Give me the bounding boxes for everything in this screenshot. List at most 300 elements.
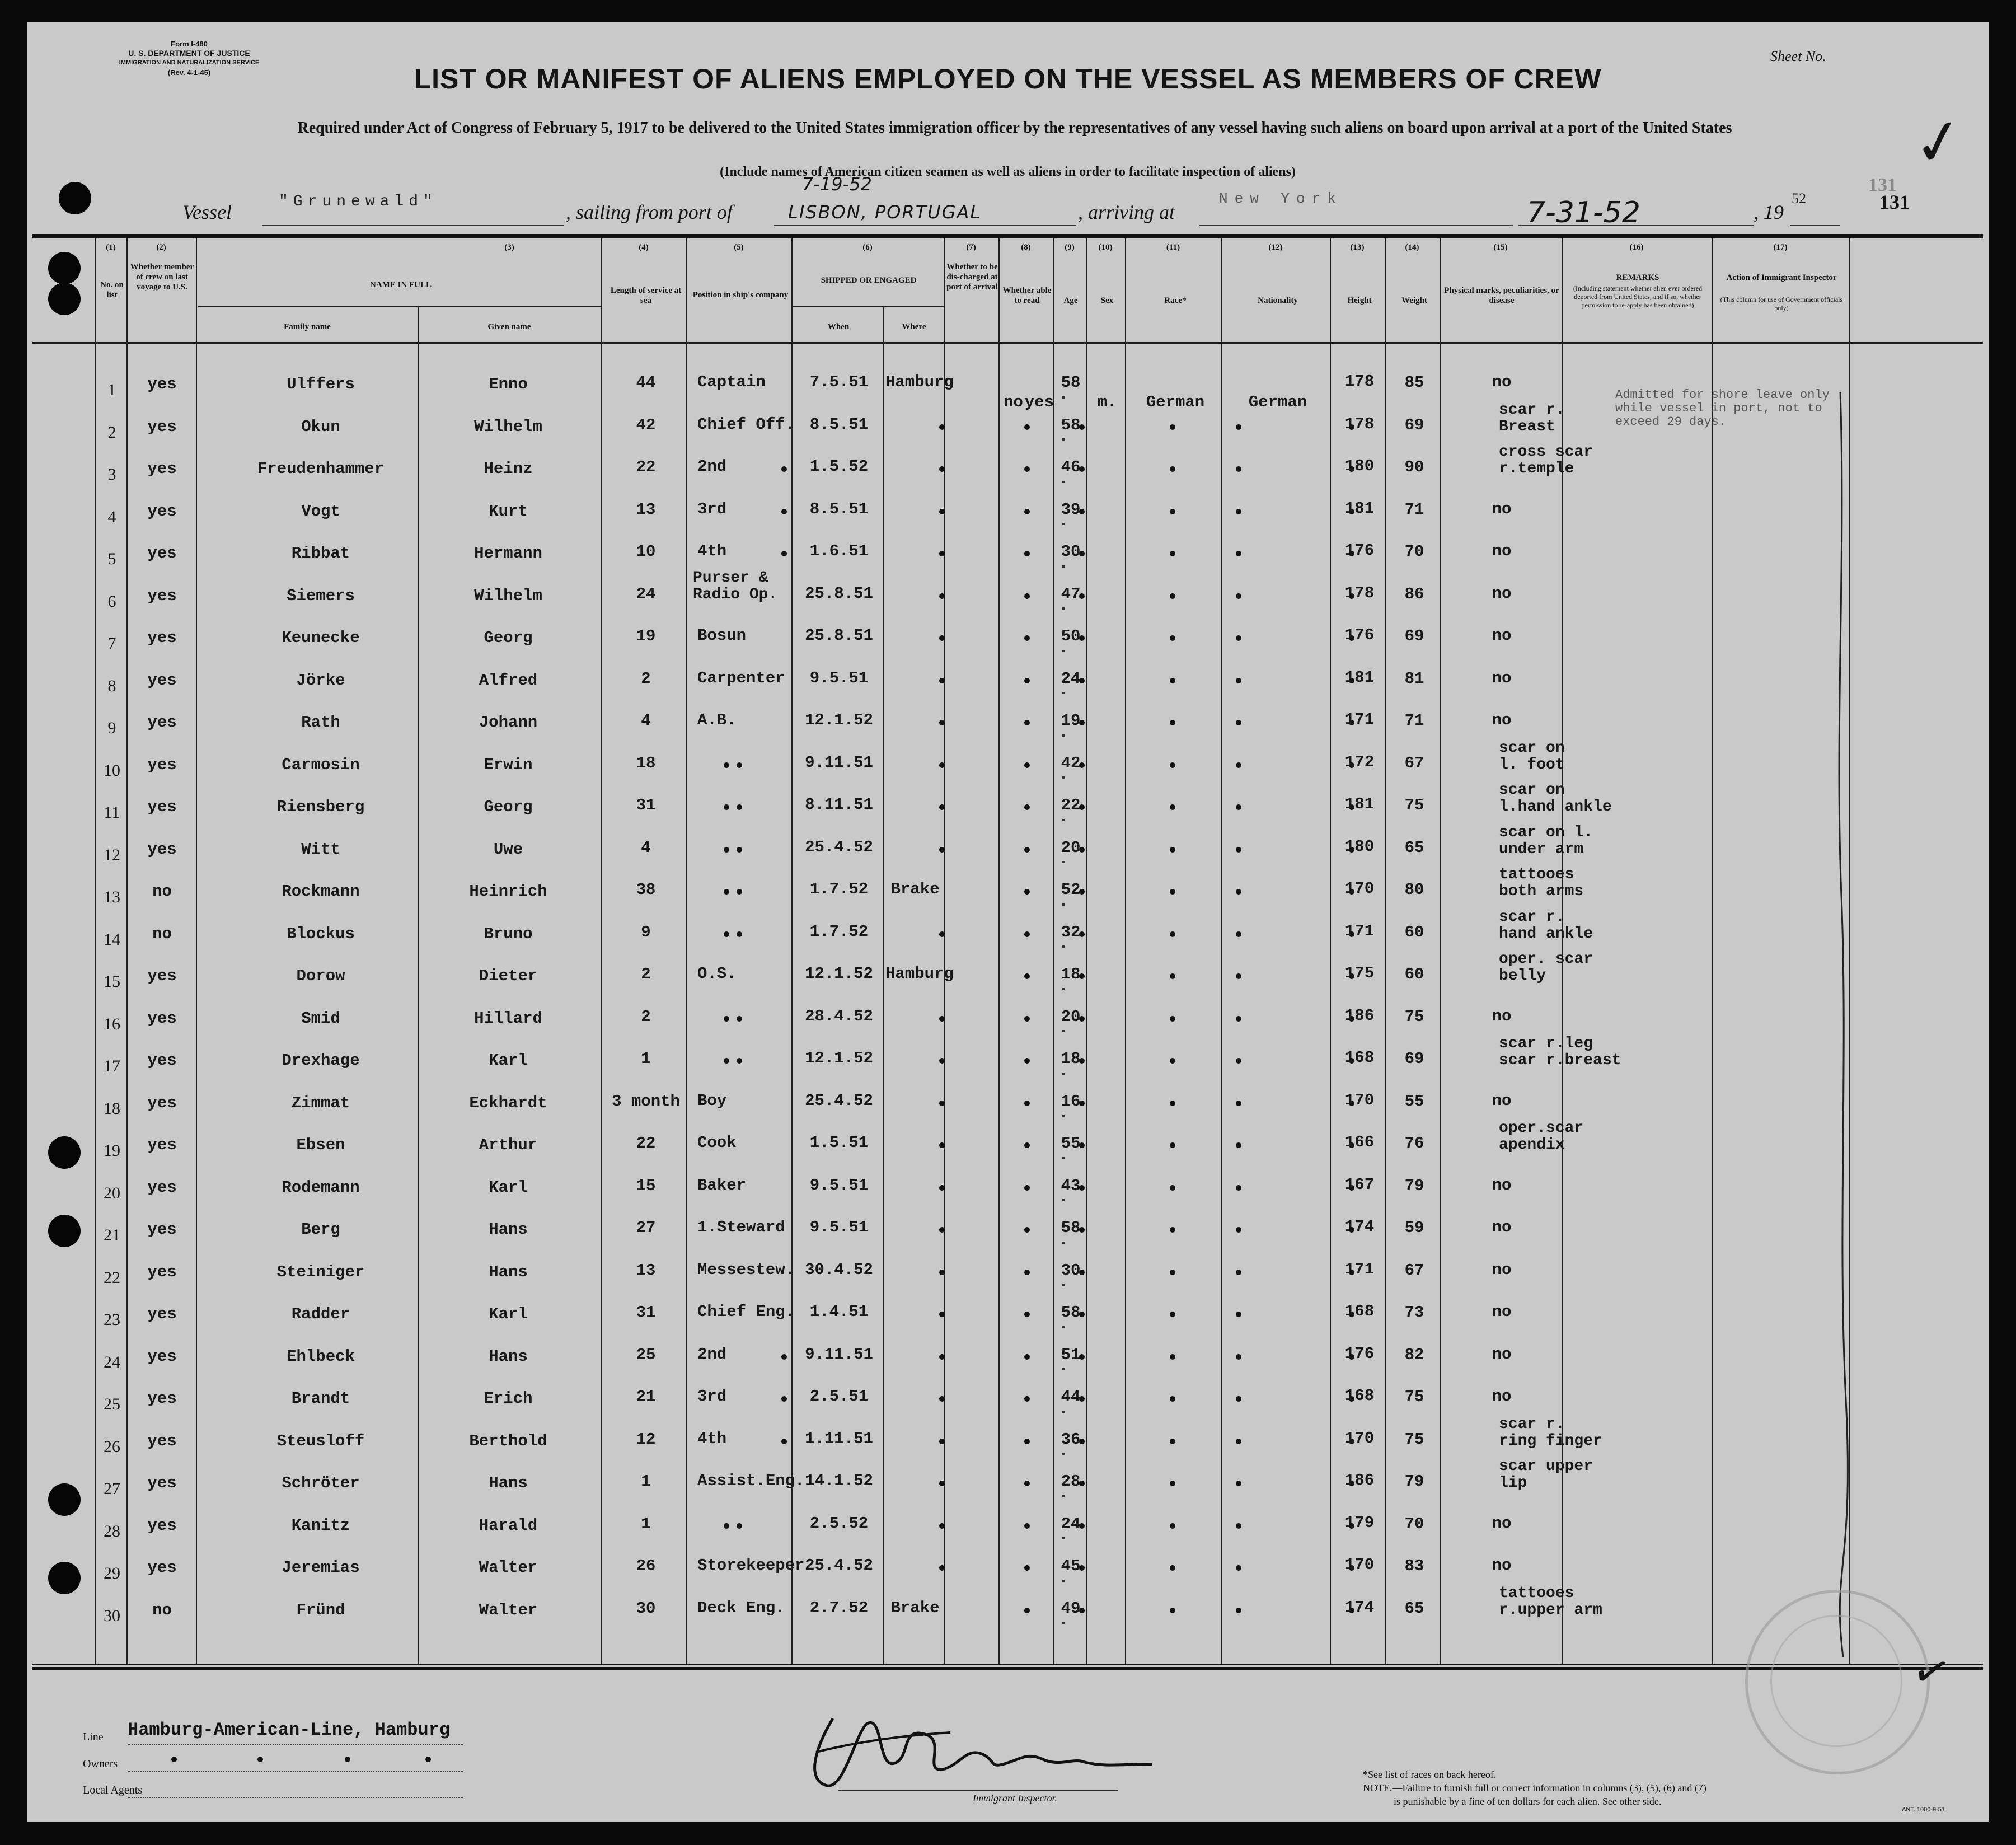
last-voyage-value: yes: [147, 798, 177, 816]
row-number: 5: [107, 550, 116, 568]
column-divider: [1385, 238, 1386, 1664]
ditto-mark: [939, 1565, 945, 1571]
family-name: Brandt: [291, 1389, 350, 1408]
given-name: Hermann: [474, 544, 542, 563]
height-value: 171: [1344, 1259, 1375, 1279]
ditto-mark: [1024, 466, 1030, 472]
family-name: Zimmat: [291, 1093, 350, 1112]
arriving-date: 7-31-52: [1527, 196, 1640, 230]
header-remarks-note: (Including statement whether alien ever ordered deported from United States, and if so, whether permission to re-apply has been obtained): [1573, 284, 1703, 309]
ditto-mark: [1024, 804, 1030, 810]
last-voyage-value: yes: [147, 1431, 177, 1450]
position-value: Bosun: [697, 626, 747, 645]
weight-value: 60: [1404, 965, 1424, 984]
ditto-mark: [1170, 1608, 1175, 1613]
age-value: 51: [1061, 1345, 1081, 1364]
service-name: IMMIGRATION AND NATURALIZATION SERVICE: [119, 59, 260, 66]
height-value: 176: [1344, 541, 1375, 560]
position-value: Baker: [697, 1176, 747, 1195]
last-voyage-value: yes: [147, 586, 177, 605]
height-value: 174: [1344, 1217, 1375, 1236]
family-name: Siemers: [287, 586, 355, 605]
age-value: 42: [1061, 753, 1081, 772]
row-number: 27: [104, 1479, 120, 1498]
header-discharged: Whether to be dis-charged at port of arrival: [946, 263, 998, 292]
remarks-shore-leave: [1615, 388, 1830, 429]
family-name: Ulffers: [287, 375, 355, 394]
physical-marks: no: [1492, 1387, 1512, 1406]
given-name: Walter: [479, 1558, 538, 1577]
family-name: Witt: [301, 840, 340, 859]
family-name: Schröter: [282, 1474, 360, 1492]
given-name: Bruno: [484, 924, 533, 943]
column-divider: [791, 238, 793, 1664]
engaged-when: 1.4.51: [809, 1303, 869, 1321]
row-tick: [1062, 438, 1065, 441]
ditto-mark: [1236, 1481, 1241, 1486]
physical-marks: no: [1492, 1556, 1512, 1575]
engaged-where: Hamburg: [885, 964, 954, 983]
row-tick: [1062, 734, 1065, 737]
ditto-mark: [1170, 551, 1175, 556]
header-nationality: Nationality: [1258, 296, 1298, 305]
weight-value: 69: [1404, 415, 1424, 434]
length-of-service: 13: [636, 500, 656, 519]
height-value: 186: [1344, 1006, 1375, 1025]
weight-value: 90: [1404, 458, 1424, 476]
row-number: 29: [104, 1564, 120, 1582]
age-value: 45: [1061, 1557, 1081, 1575]
weight-value: 86: [1404, 584, 1424, 603]
given-name: Alfred: [479, 671, 538, 690]
given-name: Wilhelm: [474, 586, 542, 605]
length-of-service: 24: [636, 584, 656, 603]
last-voyage-value: yes: [147, 1262, 177, 1281]
engaged-when: 25.4.52: [805, 1556, 873, 1575]
height-value: 176: [1344, 626, 1375, 644]
header-last-voyage: Whether member of crew on last voyage to U.S.: [130, 263, 194, 292]
header-no-on-list: No. on list: [100, 280, 124, 299]
row-tick: [1062, 607, 1065, 610]
family-name: Berg: [301, 1220, 340, 1239]
row-number: 21: [104, 1226, 120, 1244]
ditto-mark: [1170, 720, 1175, 725]
height-value: 171: [1344, 710, 1375, 729]
ditto-mark: [1024, 1142, 1030, 1148]
ditto-mark: [737, 847, 742, 853]
ditto-mark: [1024, 1608, 1030, 1613]
ditto-mark: [1236, 847, 1241, 853]
weight-value: 83: [1404, 1557, 1424, 1575]
height-value: 170: [1344, 1556, 1375, 1574]
vessel-name: "Grunewald": [279, 193, 438, 210]
ditto-mark: [1236, 551, 1241, 556]
physical-marks: scar on: [1499, 781, 1565, 799]
last-voyage-value: no: [152, 1600, 172, 1619]
engaged-when: 2.5.52: [809, 1514, 869, 1533]
age-value: 50: [1061, 627, 1081, 645]
given-name: Walter: [479, 1600, 538, 1619]
age-value: 28: [1061, 1472, 1081, 1491]
position-value: 3rd: [697, 499, 727, 518]
row-number: 28: [104, 1521, 120, 1540]
ditto-mark: [939, 593, 945, 599]
ditto-mark: [1024, 678, 1030, 683]
physical-marks: under arm: [1499, 840, 1584, 858]
header-remarks: REMARKS: [1616, 273, 1659, 282]
age-value: 36: [1061, 1430, 1081, 1449]
length-of-service: 44: [636, 373, 656, 392]
column-number: (17): [1773, 243, 1788, 252]
age-value: 39: [1061, 500, 1081, 519]
given-name: Erwin: [484, 755, 533, 774]
ditto-mark: [781, 466, 787, 472]
column-divider: [1053, 238, 1054, 1664]
age-value: 19: [1061, 711, 1081, 730]
physical-marks: no: [1492, 1260, 1512, 1279]
check-mark-icon: ✓: [1907, 1641, 1957, 1702]
row-number: 24: [104, 1352, 120, 1371]
header-age: Age: [1063, 296, 1078, 305]
row-tick: [1062, 903, 1065, 906]
given-name: Karl: [489, 1305, 528, 1323]
family-name: Radder: [291, 1305, 350, 1323]
family-name: Fründ: [296, 1600, 345, 1619]
ditto-mark: [939, 1312, 945, 1317]
physical-marks: no: [1492, 584, 1512, 603]
row-tick: [1062, 1284, 1065, 1286]
page-stamp-faint: 131: [1868, 175, 1897, 195]
length-of-service: 12: [636, 1430, 656, 1449]
last-voyage-value: yes: [147, 1093, 177, 1112]
physical-marks: r.upper arm: [1499, 1601, 1602, 1619]
column-number: (10): [1098, 243, 1113, 252]
position-value: Boy: [697, 1091, 727, 1110]
given-name: Enno: [489, 375, 528, 394]
given-name: Johann: [479, 713, 538, 732]
header-shipped-or-engaged: SHIPPED OR ENGAGED: [821, 276, 917, 285]
remarks-line: while vessel in port, not to: [1615, 401, 1822, 415]
age-value: 20: [1061, 1007, 1081, 1026]
weight-value: 67: [1404, 753, 1424, 772]
physical-marks: ring finger: [1499, 1432, 1602, 1450]
weight-value: 75: [1404, 796, 1424, 814]
given-name: Wilhelm: [474, 417, 542, 436]
height-value: 170: [1344, 1090, 1375, 1109]
family-name: Dorow: [296, 967, 345, 985]
family-name: Ehlbeck: [287, 1347, 355, 1366]
age-value: 49: [1061, 1599, 1081, 1618]
ditto-mark: [1170, 593, 1175, 599]
header-inspector-action: Action of Immigrant Inspector: [1726, 273, 1837, 282]
family-name: Okun: [301, 417, 340, 436]
length-of-service: 2: [641, 965, 651, 984]
physical-marks: scar r.: [1499, 908, 1565, 926]
given-name: Hans: [489, 1262, 528, 1281]
age-value: 24: [1061, 1514, 1081, 1533]
ditto-mark: [1024, 1058, 1030, 1064]
header-height: Height: [1347, 296, 1372, 305]
year-suffix: 52: [1792, 190, 1806, 207]
page-subtitle: Required under Act of Congress of February 5, 1917 to be delivered to the United States immigration officer by the representatives of any vessel having such aliens on board upon arrival at a port of the United States: [297, 119, 1732, 137]
engaged-when: 25.4.52: [805, 1091, 873, 1110]
arriving-label: , arriving at: [1078, 201, 1175, 223]
ditto-mark: [939, 1185, 945, 1191]
weight-value: 75: [1404, 1388, 1424, 1406]
physical-marks: no: [1492, 668, 1512, 687]
row-tick: [1062, 1030, 1065, 1032]
height-value: 168: [1344, 1302, 1375, 1320]
position-value: Messestew.: [697, 1260, 795, 1279]
discharged-value: no: [1004, 393, 1023, 411]
ditto-mark: [1024, 551, 1030, 556]
family-name: Drexhage: [282, 1051, 360, 1070]
ditto-mark: [1024, 720, 1030, 725]
ditto-mark: [737, 1523, 742, 1529]
ditto-mark: [1170, 1101, 1175, 1106]
punch-hole: [59, 182, 91, 214]
ditto-mark: [1236, 804, 1241, 810]
given-name: Erich: [484, 1389, 533, 1408]
header-physical-marks: Physical marks, peculiarities, or disease: [1444, 286, 1559, 305]
ditto-mark: [724, 931, 729, 937]
ditto-mark: [939, 551, 945, 556]
column-number: (3): [504, 243, 514, 252]
position-value: 4th: [697, 1429, 727, 1448]
last-voyage-value: yes: [147, 460, 177, 478]
ditto-mark: [939, 1101, 945, 1106]
length-of-service: 27: [636, 1219, 656, 1237]
physical-marks: no: [1492, 542, 1512, 560]
sailing-port: LISBON, PORTUGAL: [788, 202, 982, 223]
sex-value: m.: [1097, 393, 1117, 411]
last-voyage-value: yes: [147, 755, 177, 774]
ditto-mark: [1236, 466, 1241, 472]
weight-value: 71: [1404, 500, 1424, 519]
age-value: 32: [1061, 922, 1081, 942]
punch-hole: [48, 283, 81, 315]
position-value: Captain: [697, 373, 766, 391]
engaged-where: Hamburg: [885, 373, 954, 391]
column-number: (5): [734, 243, 744, 252]
ditto-mark: [1236, 1396, 1241, 1402]
row-number: 4: [107, 507, 116, 526]
ditto-mark: [1024, 509, 1030, 514]
ditto-mark: [1236, 1227, 1241, 1233]
given-name: Hillard: [474, 1009, 542, 1028]
length-of-service: 21: [636, 1388, 656, 1406]
ditto-mark: [1170, 1354, 1175, 1360]
engaged-where: Brake: [890, 880, 940, 898]
inspector-wavy-line: [1829, 392, 1863, 1657]
column-number: (2): [156, 243, 166, 252]
row-number: 3: [107, 465, 116, 484]
row-number: 11: [104, 803, 120, 822]
punch-hole: [48, 1215, 81, 1247]
height-value: 167: [1344, 1175, 1375, 1194]
column-number: (15): [1493, 243, 1508, 252]
column-number: (7): [966, 243, 976, 252]
ditto-mark: [939, 762, 945, 768]
footer-note: *See list of races on back hereof.: [1363, 1769, 1497, 1780]
form-code: ANT. 1000-9-51: [1902, 1806, 1945, 1813]
row-number: 23: [104, 1310, 120, 1329]
family-name: Steiniger: [276, 1262, 365, 1281]
seal-stamp-icon: [1745, 1590, 1930, 1774]
physical-marks: scar r.breast: [1499, 1052, 1621, 1069]
weight-value: 82: [1404, 1345, 1424, 1364]
column-number: (6): [862, 243, 873, 252]
ditto-mark: [1024, 1227, 1030, 1233]
engaged-when: 25.4.52: [805, 837, 873, 856]
row-tick: [1062, 1622, 1065, 1624]
physical-marks: r.temple: [1499, 460, 1574, 477]
family-name: Kanitz: [291, 1516, 350, 1535]
header-when: When: [827, 322, 850, 331]
weight-value: 81: [1404, 669, 1424, 688]
last-voyage-value: yes: [147, 1009, 177, 1028]
physical-marks: tattooes: [1499, 1584, 1574, 1602]
family-name: Keunecke: [282, 629, 360, 647]
ditto-mark: [1170, 678, 1175, 683]
row-tick: [1062, 945, 1065, 948]
length-of-service: 31: [636, 1303, 656, 1322]
ditto-mark: [939, 1396, 945, 1402]
physical-marks: no: [1492, 373, 1512, 391]
line-value: Hamburg-American-Line, Hamburg: [128, 1720, 451, 1740]
length-of-service: 10: [636, 542, 656, 561]
length-of-service: 38: [636, 881, 656, 899]
remarks-line: exceed 29 days.: [1615, 415, 1727, 429]
sailing-date: 7-19-52: [802, 174, 872, 195]
ditto-mark: [1024, 1481, 1030, 1486]
page-title: LIST OR MANIFEST OF ALIENS EMPLOYED ON THE VESSEL AS MEMBERS OF CREW: [414, 63, 1602, 95]
family-name: Smid: [301, 1009, 340, 1028]
physical-marks: l.hand ankle: [1499, 798, 1612, 816]
row-tick: [1062, 819, 1065, 821]
physical-marks: both arms: [1499, 883, 1584, 900]
row-number: 16: [104, 1014, 120, 1033]
column-divider: [95, 238, 96, 1664]
length-of-service: 26: [636, 1557, 656, 1575]
engaged-when: 2.7.52: [809, 1598, 869, 1617]
header-position: Position in ship's company: [692, 291, 789, 299]
engaged-when: 12.1.52: [805, 964, 873, 983]
ditto-mark: [939, 1354, 945, 1360]
ditto-mark: [724, 1523, 729, 1529]
ditto-mark: [781, 1396, 787, 1402]
row-tick: [1062, 988, 1065, 990]
row-number: 19: [104, 1141, 120, 1160]
column-number: (4): [639, 243, 649, 252]
punch-hole: [48, 1136, 81, 1169]
position-value: Chief Off.: [697, 415, 795, 434]
age-value: 47: [1061, 584, 1081, 603]
ditto-mark: [737, 804, 742, 810]
row-tick: [1062, 650, 1065, 652]
weight-value: 71: [1404, 711, 1424, 730]
position-value: 1.Steward: [697, 1218, 785, 1237]
age-value: 22: [1061, 796, 1081, 814]
age-value: 30: [1061, 1261, 1081, 1280]
physical-marks: tattooes: [1499, 866, 1574, 883]
length-of-service: 22: [636, 1134, 656, 1153]
family-name: Rodemann: [282, 1178, 360, 1197]
ditto-mark: [1236, 1101, 1241, 1106]
last-voyage-value: yes: [147, 417, 177, 436]
ditto-mark: [939, 804, 945, 810]
height-value: 178: [1344, 372, 1375, 391]
ditto-mark: [724, 1058, 729, 1064]
position-value: A.B.: [697, 711, 737, 729]
ditto-mark: [1170, 1227, 1175, 1233]
ditto-mark: [724, 804, 729, 810]
ditto-mark: [939, 1439, 945, 1444]
given-name: Berthold: [469, 1431, 547, 1450]
given-name: Karl: [489, 1178, 528, 1197]
ditto-mark: [939, 509, 945, 514]
column-divider: [998, 238, 1000, 1664]
last-voyage-value: yes: [147, 840, 177, 859]
ditto-mark: [781, 1439, 787, 1444]
ditto-mark: [1236, 1312, 1241, 1317]
ditto-mark: [1024, 1185, 1030, 1191]
ditto-mark: [1236, 1608, 1241, 1613]
engaged-when: 25.8.51: [805, 626, 873, 645]
given-name: Heinz: [484, 460, 533, 478]
age-value: 58: [1061, 415, 1081, 434]
last-voyage-value: yes: [147, 502, 177, 521]
family-name: Rockmann: [282, 882, 360, 901]
column-divider: [944, 238, 945, 1664]
column-divider: [1221, 238, 1222, 1664]
length-of-service: 18: [636, 753, 656, 772]
weight-value: 65: [1404, 838, 1424, 857]
last-voyage-value: no: [152, 924, 172, 943]
height-value: 172: [1344, 752, 1375, 771]
last-voyage-value: yes: [147, 375, 177, 394]
physical-marks: no: [1492, 499, 1512, 518]
inspector-label: Immigrant Inspector.: [973, 1792, 1057, 1804]
position-value: 2nd: [697, 457, 727, 476]
weight-value: 80: [1404, 881, 1424, 899]
ditto-mark: [939, 931, 945, 937]
row-tick: [1062, 565, 1065, 568]
ditto-mark: [781, 1354, 787, 1360]
engaged-when: 7.5.51: [809, 373, 869, 391]
ditto-mark: [1024, 1396, 1030, 1402]
ditto-mark: [1236, 509, 1241, 514]
engaged-when: 9.11.51: [805, 753, 873, 772]
given-name: Arthur: [479, 1136, 538, 1154]
ditto-mark: [1170, 889, 1175, 895]
physical-marks: oper. scar: [1499, 950, 1593, 968]
ditto-mark: [1170, 847, 1175, 853]
weight-value: 59: [1404, 1219, 1424, 1237]
column-divider: [686, 238, 687, 1664]
engaged-when: 8.5.51: [809, 499, 869, 518]
last-voyage-value: yes: [147, 1220, 177, 1239]
position-value: 3rd: [697, 1387, 727, 1406]
ditto-mark: [1170, 466, 1175, 472]
engaged-when: 14.1.52: [805, 1472, 873, 1490]
engaged-when: 9.5.51: [809, 668, 869, 687]
page-note: (Include names of American citizen seamen as well as aliens in order to facilitate inspection of aliens): [720, 165, 1296, 179]
weight-value: 79: [1404, 1176, 1424, 1195]
ditto-mark: [1236, 635, 1241, 641]
ditto-mark: [1024, 1354, 1030, 1360]
owners-label: Owners: [83, 1758, 118, 1770]
